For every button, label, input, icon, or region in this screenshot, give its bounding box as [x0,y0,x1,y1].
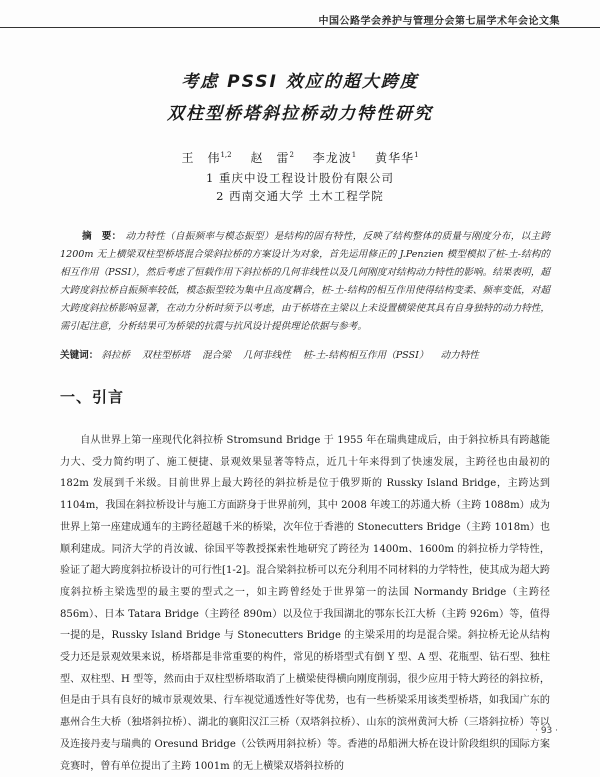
author-name: 王 伟 [181,151,221,165]
page-number: · 93 · [535,726,558,736]
keywords-label: 关键词： [60,350,99,361]
author-list [0,149,600,166]
section-heading: 一、引言 [60,388,125,406]
header-rule [0,27,600,28]
keywords [60,348,550,364]
author-name: 黄华华 [375,151,415,165]
keyword: 几何非线性 [242,350,291,361]
author [375,151,418,165]
abstract-label: 摘 要： [82,231,122,242]
author-affil-mark: 1 [414,151,419,159]
author [181,151,231,165]
affiliation-1: 1 重庆中设工程设计股份有限公司 [206,171,394,185]
keyword: 桩-土-结构相互作用（PSSI） [302,350,429,361]
body-paragraph: 自从世界上第一座现代化斜拉桥 Stromsund Bridge 于 1955 年在瑞典建成后，由于斜拉桥具有跨越能力大、受力简约明了、施工便捷、景观效果显著等特点，近几十年来得到了快速发展，主跨径也由最初的 182m 发展到千米级。目前世界上最大跨径的斜拉桥是位于俄罗斯的 Russky Island Bridge，主跨达到 1104m，我国在斜拉桥设计与施工方面跻身于世界前列，其中 2008 年竣工的苏通大桥（主跨 1088m）成为世界上第一座建成通车的主跨径超越千米的桥梁，次年位于香港的 Stonecutters Bridge（主跨 1018m）也顺利建成。同济大学的肖汝诚、徐国平等教授探索性地研究了跨径为 1400m、1600m 的斜拉桥力学特性，验证了超大跨度斜拉桥设计的可行性[1-2]。混合梁斜拉桥可以充分利用不同材料的力学特性，使其成为超大跨度斜拉桥主梁选型的最主要的型式之一，如主跨曾经处于世界第一的法国 Normandy Bridge（主跨径 856m）、日本 Tatara Bridge（主跨径 890m）以及位于我国湖北的鄂东长江大桥（主跨 926m）等，值得一提的是，Russky Island Bridge 与 Stonecutters Bridge 的主梁采用的均是混合梁。斜拉桥无论从结构受力还是景观效果来说，桥塔都是非常重要的构件，常见的桥塔型式有倒 Y 型、A 型、花瓶型、钻石型、独柱型、双柱型、H 型等，然而由于双柱型桥塔取消了上横梁使得横向刚度削弱，很少应用于特大跨径的斜拉桥，但是由于具有良好的城市景观效果、行车视觉通透性好等优势，也有一些桥梁采用该类型桥塔，如我国广东的惠州合生大桥（独塔斜拉桥）、湖北的襄阳汉江三桥（双塔斜拉桥）、山东的滨州黄河大桥（三塔斜拉桥）等以及连接丹麦与瑞典的 Oresund Bridge（公铁两用斜拉桥）等。香港的昂船洲大桥在设计阶段组织的国际方案竞赛时，曾有单位提出了主跨 1001m 的无上横梁双塔斜拉桥的 [60,435,550,772]
abstract [60,228,550,336]
paper-title-line-2: 双柱型桥塔斜拉桥动力特性研究 [167,104,433,124]
keyword: 双柱型桥塔 [142,350,191,361]
running-header-text: 中国公路学会养护与管理分会第七届学术年会论文集 [318,16,560,27]
paper-title-line-1: 考虑 PSSI 效应的超大跨度 [181,72,419,92]
author-name: 李龙波 [312,151,352,165]
author-affil-mark: 2 [289,151,294,159]
abstract-text: 动力特性（自振频率与模态振型）是结构的固有特性，反映了结构整体的质量与刚度分布，以主跨 1200m 无上横梁双柱型桥塔混合梁斜拉桥的方案设计为对象，首先运用修正的 J.Penzien 模型模拟了桩-土-结构的相互作用（PSSI），然后考虑了恒载作用下斜拉桥的几何非线性以及几何刚度对结构动力特性的影响。结果表明，超大跨度斜拉桥自振频率较低，模态振型较为集中且高度耦合，桩-土-结构的相互作用使得结构变柔、频率变低，对超大跨度斜拉桥影响显著，在动力分析时须予以考虑，由于桥塔在主梁以上未设置横梁使其具有自身独特的动力特性，需引起注意，分析结果可为桥梁的抗震与抗风设计提供理论依据与参考。 [60,231,551,332]
running-header [0,10,600,32]
keyword: 斜拉桥 [101,350,131,361]
author-affil-mark: 1,2 [220,151,232,159]
keyword: 动力特性 [440,350,479,361]
affiliation-2: 2 西南交通大学 土木工程学院 [216,189,384,203]
author-name: 赵 雷 [250,151,290,165]
author [313,151,356,165]
author [250,151,293,165]
author-affil-mark: 1 [351,151,357,159]
keyword: 混合梁 [202,350,231,361]
